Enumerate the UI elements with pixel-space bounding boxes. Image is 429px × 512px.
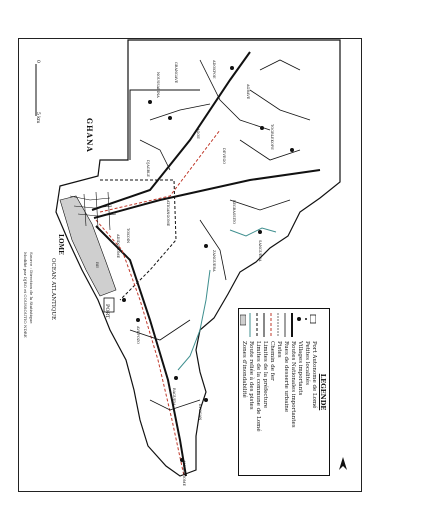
place-label: AMADAHOME (182, 460, 186, 487)
legend-symbol-road-major (289, 313, 295, 337)
legend-item (281, 313, 289, 473)
legend-symbol-dot-small (303, 313, 309, 337)
ocean-label: OCEAN ATLANTIQUE (50, 258, 56, 321)
place-label: ADOKPOE (212, 60, 216, 79)
legend-item-label: Chemin de fer (269, 341, 275, 381)
legend (238, 308, 330, 476)
major-road (94, 170, 320, 218)
legend-item-label: Villages importants (297, 341, 303, 396)
legend-item (309, 313, 317, 473)
legend-symbol-swamp (240, 313, 246, 337)
place-label: ZANGUERA (212, 250, 216, 272)
legend-symbol-port (310, 313, 316, 337)
legend-symbol-river (247, 313, 253, 337)
scale-end-label: 5 km (35, 112, 40, 124)
country-label: GHANA (85, 118, 94, 153)
place-label: BE (95, 262, 100, 268)
legend-item (295, 313, 303, 473)
major-road (96, 226, 186, 476)
place-label: AGOE (196, 128, 200, 139)
place-label: AVEPOZO (136, 326, 140, 344)
legend-item-label: Routes Nationales importantes (290, 341, 296, 428)
place-label: NOUSSABINA (156, 72, 160, 98)
legend-item (239, 313, 247, 473)
legend-item-label: Petites localités (304, 341, 310, 385)
railway (96, 220, 184, 476)
legend-symbol-rail (268, 313, 274, 337)
place-label: BAGUIDA (172, 388, 176, 406)
place-label: SANGUERA (258, 240, 262, 262)
scale-start-label: 0 (35, 60, 40, 63)
legend-item (274, 313, 282, 473)
legend-item (246, 313, 254, 473)
legend-item (260, 313, 268, 473)
legend-symbol-road-urban (282, 313, 288, 337)
place-label: DJAGBLE (146, 160, 150, 177)
place-label: DEVEGO (222, 148, 226, 165)
place-label: LEGBASSITO (232, 200, 236, 225)
legend-item-label: Rues de desserte urbaine (283, 341, 289, 413)
legend-item-label: Limites de la préfecture (262, 341, 268, 409)
place-label: KPOGAN (198, 404, 202, 421)
place-label: TOKOIN (126, 228, 130, 244)
place-label: GBANGAVE (174, 62, 178, 84)
port-label: PORT (104, 304, 110, 319)
legend-symbol-track (275, 313, 281, 337)
north-arrow-icon (338, 456, 348, 474)
legend-item (288, 313, 296, 473)
legend-item (302, 313, 310, 473)
legend-item-label: Zones d'inondabilité (241, 341, 247, 398)
legend-symbol-dot-large (296, 313, 302, 337)
capital-label: LOME (57, 234, 64, 255)
legend-symbol-prefecture (261, 313, 267, 337)
place-label: TOGBLEKOPE (270, 124, 274, 150)
major-road (92, 52, 250, 210)
legend-title: LEGENDE (319, 373, 327, 411)
legend-item-label: Route reliée à des pistes (248, 341, 254, 410)
legend-symbol-commune (254, 313, 260, 337)
place-label: ADIDOGOME (116, 234, 120, 259)
source-line-1: Source : Direction de la Statistique (29, 252, 34, 324)
legend-item (253, 313, 261, 473)
place-label: ATIGANGOME (166, 200, 170, 227)
source-line-2: Modifié par DJRO et COUSSOUTIO NDRE (23, 252, 28, 338)
place-label: AGBAVE (246, 84, 250, 100)
legend-item-label: Pistes (276, 341, 282, 358)
prefecture-limit (130, 90, 200, 160)
legend-item-label: Port Autonome de Lomé (311, 341, 317, 409)
legend-item (267, 313, 275, 473)
legend-item-label: Limites de la commune de Lomé (255, 341, 261, 432)
